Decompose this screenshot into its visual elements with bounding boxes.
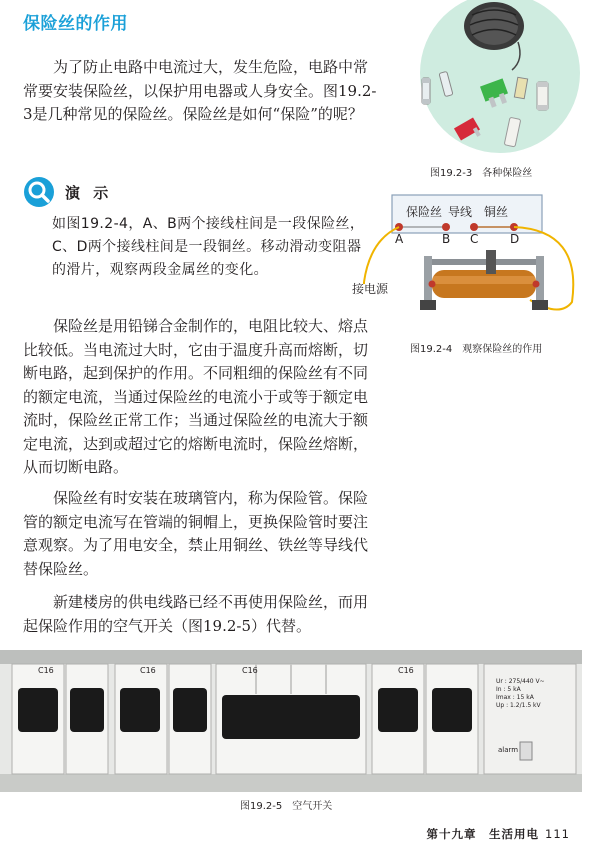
terminal-b bbox=[442, 223, 450, 231]
breaker-label-2: C16 bbox=[140, 666, 156, 675]
label-fuse: 保险丝 bbox=[406, 205, 443, 219]
page-footer bbox=[421, 826, 570, 842]
rheostat-icon bbox=[420, 250, 548, 310]
rating-line-4: Up : 1.2/1.5 kV bbox=[496, 702, 541, 709]
demo-text: 如图19.2-4，A、B两个接线柱间是一段保险丝，C、D两个接线柱间是一段铜丝。移动滑动变阻器的滑片，观察两段金属丝的变化。 bbox=[52, 216, 365, 278]
fuses-illustration bbox=[412, 0, 582, 160]
paragraph-fuse-function: 保险丝是用铅锑合金制作的，电阻比较大、熔点比较低。当电流过大时，它由于温度升高而熔断，切断电路，起到保护的作用。不同粗细的保险丝有不同的额定电流，当通过保险丝的电流小于或等于额定电流时，保险丝正常工作；当通过保险丝的电流大于额定电流，达到或超过它的熔断电流时，保险丝熔断，从而切断电路。 bbox=[23, 317, 369, 476]
terminal-label-a: A bbox=[395, 232, 404, 246]
air-switch-photo bbox=[0, 650, 582, 792]
breaker-group-1 bbox=[12, 664, 108, 774]
breaker-label-1: C16 bbox=[38, 666, 54, 675]
breaker-label-4: C16 bbox=[398, 666, 414, 675]
terminal-label-d: D bbox=[510, 232, 520, 246]
figure-caption-experiment: 图19.2-4 观察保险丝的作用 bbox=[410, 344, 543, 355]
footer-chapter: 第十九章 生活用电 bbox=[426, 827, 540, 841]
rating-line-2: In : 5 kA bbox=[496, 686, 521, 693]
magnifier-icon bbox=[23, 176, 55, 208]
page-number: 111 bbox=[545, 827, 570, 841]
paragraph-fuse-tube: 保险丝有时安装在玻璃管内，称为保险管。保险管的额定电流写在管端的铜帽上，更换保险管时要注意观察。为了用电安全，禁止用铜丝、铁丝等导线代替保险丝。 bbox=[23, 489, 369, 578]
figure-caption-fuses: 图19.2-3 各种保险丝 bbox=[430, 168, 533, 179]
figure-air-switch bbox=[0, 650, 582, 792]
terminal-label-b: B bbox=[442, 232, 451, 246]
figure-caption-air-switch: 图19.2-5 空气开关 bbox=[240, 801, 333, 812]
rating-line-1: Ur : 275/440 V~ bbox=[496, 678, 545, 685]
label-copper: 铜丝 bbox=[484, 205, 509, 219]
rating-line-3: Imax : 15 kA bbox=[496, 694, 534, 701]
breaker-label-3: C16 bbox=[242, 666, 258, 675]
glass-fuse-icon bbox=[422, 78, 430, 104]
figure-fuses bbox=[412, 0, 582, 160]
slider-icon bbox=[486, 250, 496, 274]
demo-title: 演 示 bbox=[65, 183, 113, 202]
label-power: 接电源 bbox=[352, 282, 389, 296]
breaker-group-3 bbox=[216, 664, 366, 774]
demo-heading bbox=[23, 176, 112, 208]
label-wire: 导线 bbox=[448, 205, 473, 219]
breaker-group-2 bbox=[115, 664, 211, 774]
alarm-label: alarm bbox=[498, 746, 519, 754]
figure-experiment bbox=[350, 190, 590, 340]
paragraph-air-switch: 新建楼房的供电线路已经不再使用保险丝，而用起保险作用的空气开关（图19.2-5）代替。 bbox=[23, 593, 369, 635]
intro-paragraph: 为了防止电路中电流过大，发生危险，电路中常常要安装保险丝，以保护用电器或人身安全。图19.2-3是几种常见的保险丝。保险丝是如何“保险”的呢？ bbox=[23, 58, 377, 123]
terminal-c bbox=[470, 223, 478, 231]
section-title: 保险丝的作用 bbox=[23, 14, 128, 34]
toggle-icon bbox=[18, 688, 58, 732]
terminal-label-c: C bbox=[470, 232, 479, 246]
